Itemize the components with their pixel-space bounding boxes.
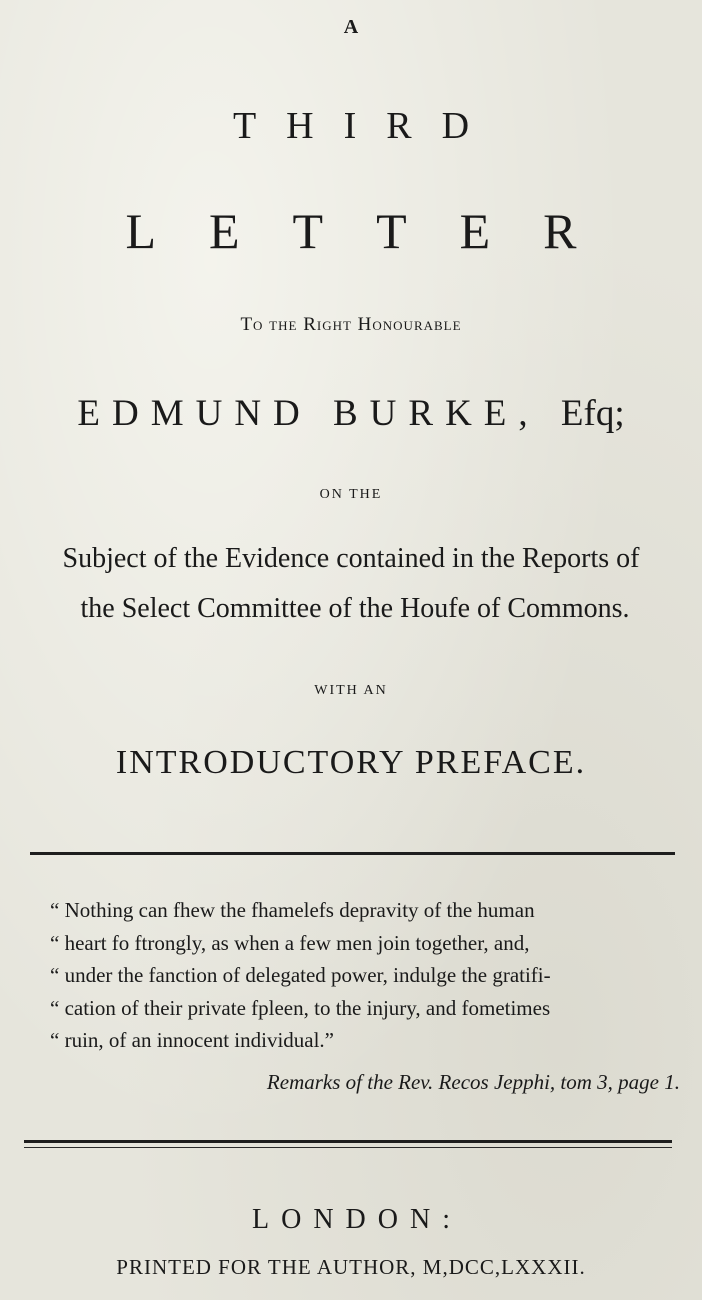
title-word-letter: LETTER <box>125 203 630 259</box>
epigraph <box>50 894 690 1057</box>
addressee-suffix: Efq; <box>560 393 625 434</box>
on-the-label: ON THE <box>319 487 383 502</box>
subject-line-2: the Select Committee of the Houfe of Commons. <box>80 593 630 624</box>
addressee-name-line <box>0 392 702 435</box>
title-word-third: THIRD <box>232 105 500 147</box>
epigraph-line: “ ruin, of an innocent individual.” <box>50 1028 335 1052</box>
epigraph-line: “ cation of their private fpleen, to the injury, and fometimes <box>50 995 551 1020</box>
epigraph-attribution: Remarks of the Rev. Recos Jepphi, tom 3, page 1. <box>266 1070 680 1094</box>
subject-line-1: Subject of the Evidence contained in the Reports of <box>62 543 640 574</box>
epigraph-line: “ heart fo ftrongly, as when a few men join together, and, <box>50 930 530 955</box>
imprint-city: LONDON: <box>252 1204 462 1235</box>
epigraph-line: “ Nothing can fhew the fhamelefs depravity of the human <box>50 898 535 922</box>
with-an-label: WITH AN <box>314 683 388 698</box>
preface-title: INTRODUCTORY PREFACE. <box>115 744 587 781</box>
addressee-intro: To the Right Honourable <box>240 314 462 335</box>
title-article: A <box>343 16 359 38</box>
bottom-divider-thin <box>24 1147 672 1148</box>
top-divider <box>30 852 675 855</box>
imprint-printer-line: PRINTED FOR THE AUTHOR, M,DCC,LXXXII. <box>116 1255 586 1279</box>
bottom-divider-thick <box>24 1140 672 1143</box>
epigraph-line: “ under the fanction of delegated power, indulge the gratifi- <box>50 963 551 987</box>
addressee-name: EDMUND BURKE, <box>77 393 540 434</box>
